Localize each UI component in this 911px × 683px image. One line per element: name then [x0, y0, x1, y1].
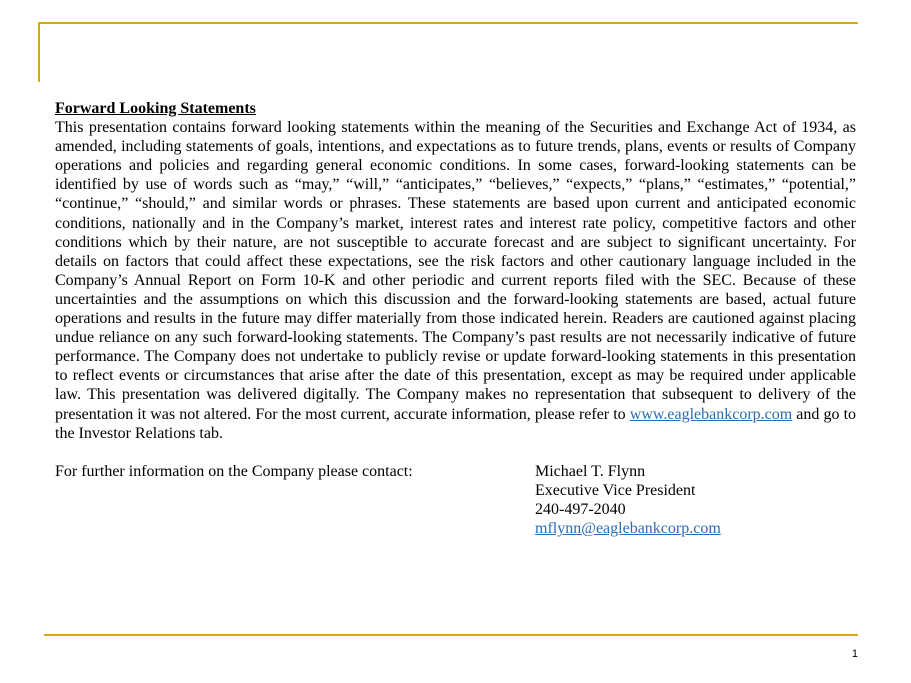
contact-title: Executive Vice President — [535, 481, 696, 499]
contact-details — [535, 462, 721, 538]
contact-section — [55, 462, 856, 537]
bottom-rule — [44, 634, 858, 636]
contact-phone: 240-497-2040 — [535, 500, 626, 518]
top-rule — [38, 22, 858, 24]
page-title: Forward Looking Statements — [55, 100, 256, 117]
contact-label: For further information on the Company please contact: — [55, 462, 413, 480]
slide-content — [55, 99, 857, 537]
left-rule — [38, 22, 40, 82]
disclaimer-text: This presentation contains forward looking statements within the meaning of the Securities and Exchange Act of 1934, as amended, including statements of goals, intentions, and expectations as to future trends, plans, events or results of Company operations and policies and regarding general economic conditions. In some cases, forward-looking statements can be identified by use of words such as “may,” “will,” “anticipates,” “believes,” “expects,” “plans,” “estimates,” “potential,” “continue,” “should,” and similar words or phrases. These statements are based upon current and anticipated economic conditions, nationally and in the Company’s market, interest rates and interest rate policy, competitive factors and other conditions which by their nature, are not susceptible to accurate forecast and are subject to significant uncertainty. For details on factors that could affect these expectations, see the risk factors and other cautionary language included in the Company’s Annual Report on Form 10-K and other periodic and current reports filed with the SEC. Because of these uncertainties and the assumptions on which this discussion and the forward-looking statements are based, actual future operations and results in the future may differ materially from those indicated herein. Readers are cautioned against placing undue reliance on any such forward-looking statements. The Company’s past results are not necessarily indicative of future performance. The Company does not undertake to publicly revise or update forward-looking statements in this presentation to reflect events or circumstances that arise after the date of this presentation, except as may be required under applicable law. This presentation was delivered digitally. The Company makes no representation that subsequent to delivery of the presentation it was not altered. For the most current, accurate information, please refer to — [55, 119, 856, 423]
page-number: 1 — [851, 648, 858, 660]
disclaimer-paragraph — [55, 118, 856, 443]
website-link[interactable]: www.eaglebankcorp.com — [629, 405, 793, 423]
contact-name: Michael T. Flynn — [535, 462, 646, 480]
contact-email-link[interactable]: mflynn@eaglebankcorp.com — [535, 519, 721, 537]
disclaimer-suffix: and go to the Investor Relations tab. — [55, 405, 857, 442]
